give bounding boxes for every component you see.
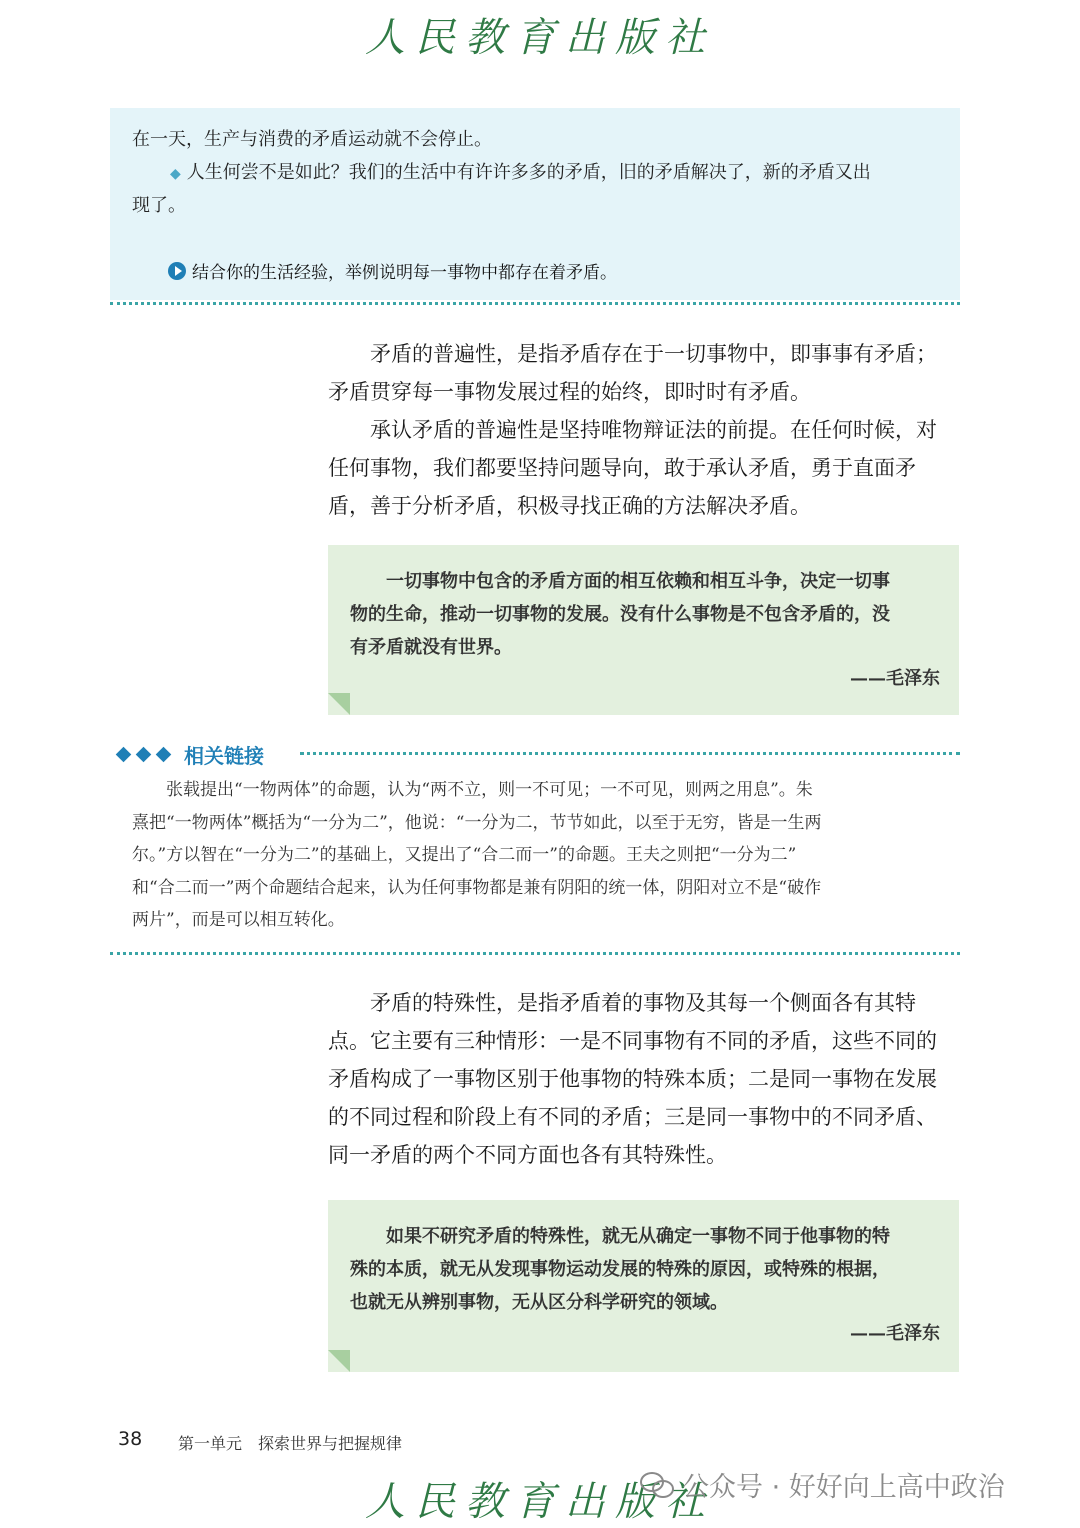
para2-line-4: 的不同过程和阶段上有不同的矛盾；三是同一事物中的不同矛盾、 (328, 1105, 937, 1129)
para1-line-3: 承认矛盾的普遍性是坚持唯物辩证法的前提。在任何时候，对 (370, 418, 937, 442)
publisher-logo-bottom: 人民教育出版社 (365, 1479, 715, 1525)
particularity-paragraph (328, 984, 959, 1174)
related-link-title: 相关链接 (184, 744, 264, 768)
quote1-line-3: 有矛盾就没有世界。 (350, 637, 512, 658)
wechat-watermark (640, 1465, 1005, 1504)
para2-line-3: 矛盾构成了一事物区别于他事物的特殊本质；二是同一事物在发展 (328, 1067, 937, 1091)
wechat-icon (640, 1472, 674, 1498)
unit-title: 第一单元 探索世界与把握规律 (178, 1434, 403, 1453)
para1-line-2: 矛盾贯穿每一事物发展过程的始终，即时时有矛盾。 (328, 380, 811, 404)
related-line-3: 尔。”方以智在“一分为二”的基础上，又提出了“合二而一”的命题。王夫之则把“一分为二” (132, 845, 797, 865)
intro-line-1: 在一天，生产与消费的矛盾运动就不会停止。 (132, 129, 492, 150)
para2-line-2: 点。它主要有三种情形：一是不同事物有不同的矛盾，这些不同的 (328, 1029, 937, 1053)
quote2-author: ——毛泽东 (850, 1323, 940, 1344)
related-line-1: 张载提出“一物两体”的命题，认为“两不立，则一不可见；一不可见，则两之用息”。朱 (166, 780, 813, 800)
universality-paragraph (328, 335, 959, 525)
dotted-divider-header (300, 752, 960, 755)
diamond-icon (116, 747, 132, 763)
dotted-divider-2 (110, 952, 960, 955)
quote1-line-2: 物的生命，推动一切事物的发展。没有什么事物是不包含矛盾的，没 (350, 604, 890, 625)
para1-line-1: 矛盾的普遍性，是指矛盾存在于一切事物中，即事事有矛盾； (370, 342, 937, 366)
para1-line-4: 任何事物，我们都要坚持问题导向，敢于承认矛盾，勇于直面矛 (328, 456, 916, 480)
related-link-text (132, 774, 940, 937)
quote1-author: ——毛泽东 (850, 668, 940, 689)
page-fold-corner (328, 693, 350, 715)
diamond-icon (136, 747, 152, 763)
mao-quote-box-2 (328, 1200, 959, 1372)
page-fold-corner (328, 1350, 350, 1372)
intro-line-3: 现了。 (132, 195, 186, 216)
intro-line-2 (170, 156, 871, 191)
page-number: 38 (118, 1428, 143, 1450)
play-arrow-icon (168, 262, 186, 280)
watermark-text: 公众号 · 好好向上高中政治 (682, 1472, 1005, 1503)
publisher-logo-top: 人民教育出版社 (365, 15, 715, 61)
mao-quote-box-1 (328, 545, 959, 715)
para1-line-5: 盾，善于分析矛盾，积极寻找正确的方法解决矛盾。 (328, 494, 811, 518)
related-line-4: 和“合二而一”两个命题结合起来，认为任何事物都是兼有阴阳的统一体，阴阳对立不是“破作 (132, 877, 822, 898)
activity-prompt (168, 258, 617, 283)
quote2-line-3: 也就无从辨别事物，无从区分科学研究的领域。 (350, 1292, 728, 1313)
quote2-line-1: 如果不研究矛盾的特殊性，就无从确定一事物不同于他事物的特 (386, 1226, 890, 1247)
bullet-icon: ◆ (170, 166, 181, 182)
dotted-divider-1 (110, 302, 960, 305)
para2-line-5: 同一矛盾的两个不同方面也各有其特殊性。 (328, 1143, 727, 1167)
diamond-icon (156, 747, 172, 763)
quote2-line-2: 殊的本质，就无从发现事物运动发展的特殊的原因，或特殊的根据， (350, 1259, 890, 1280)
related-line-5: 两片”，而是可以相互转化。 (132, 910, 345, 930)
activity-text: 结合你的生活经验，举例说明每一事物中都存在着矛盾。 (192, 263, 617, 283)
quote1-line-1: 一切事物中包含的矛盾方面的相互依赖和相互斗争，决定一切事 (386, 571, 890, 592)
intro-line-2-text: 人生何尝不是如此？我们的生活中有许许多多的矛盾，旧的矛盾解决了，新的矛盾又出 (186, 162, 871, 183)
para2-line-1: 矛盾的特殊性，是指矛盾着的事物及其每一个侧面各有其特 (370, 991, 916, 1015)
related-line-2: 熹把“一物两体”概括为“一分为二”，他说：“一分为二，节节如此，以至于无穷，皆是一生两 (132, 812, 822, 833)
related-link-header (118, 740, 264, 769)
